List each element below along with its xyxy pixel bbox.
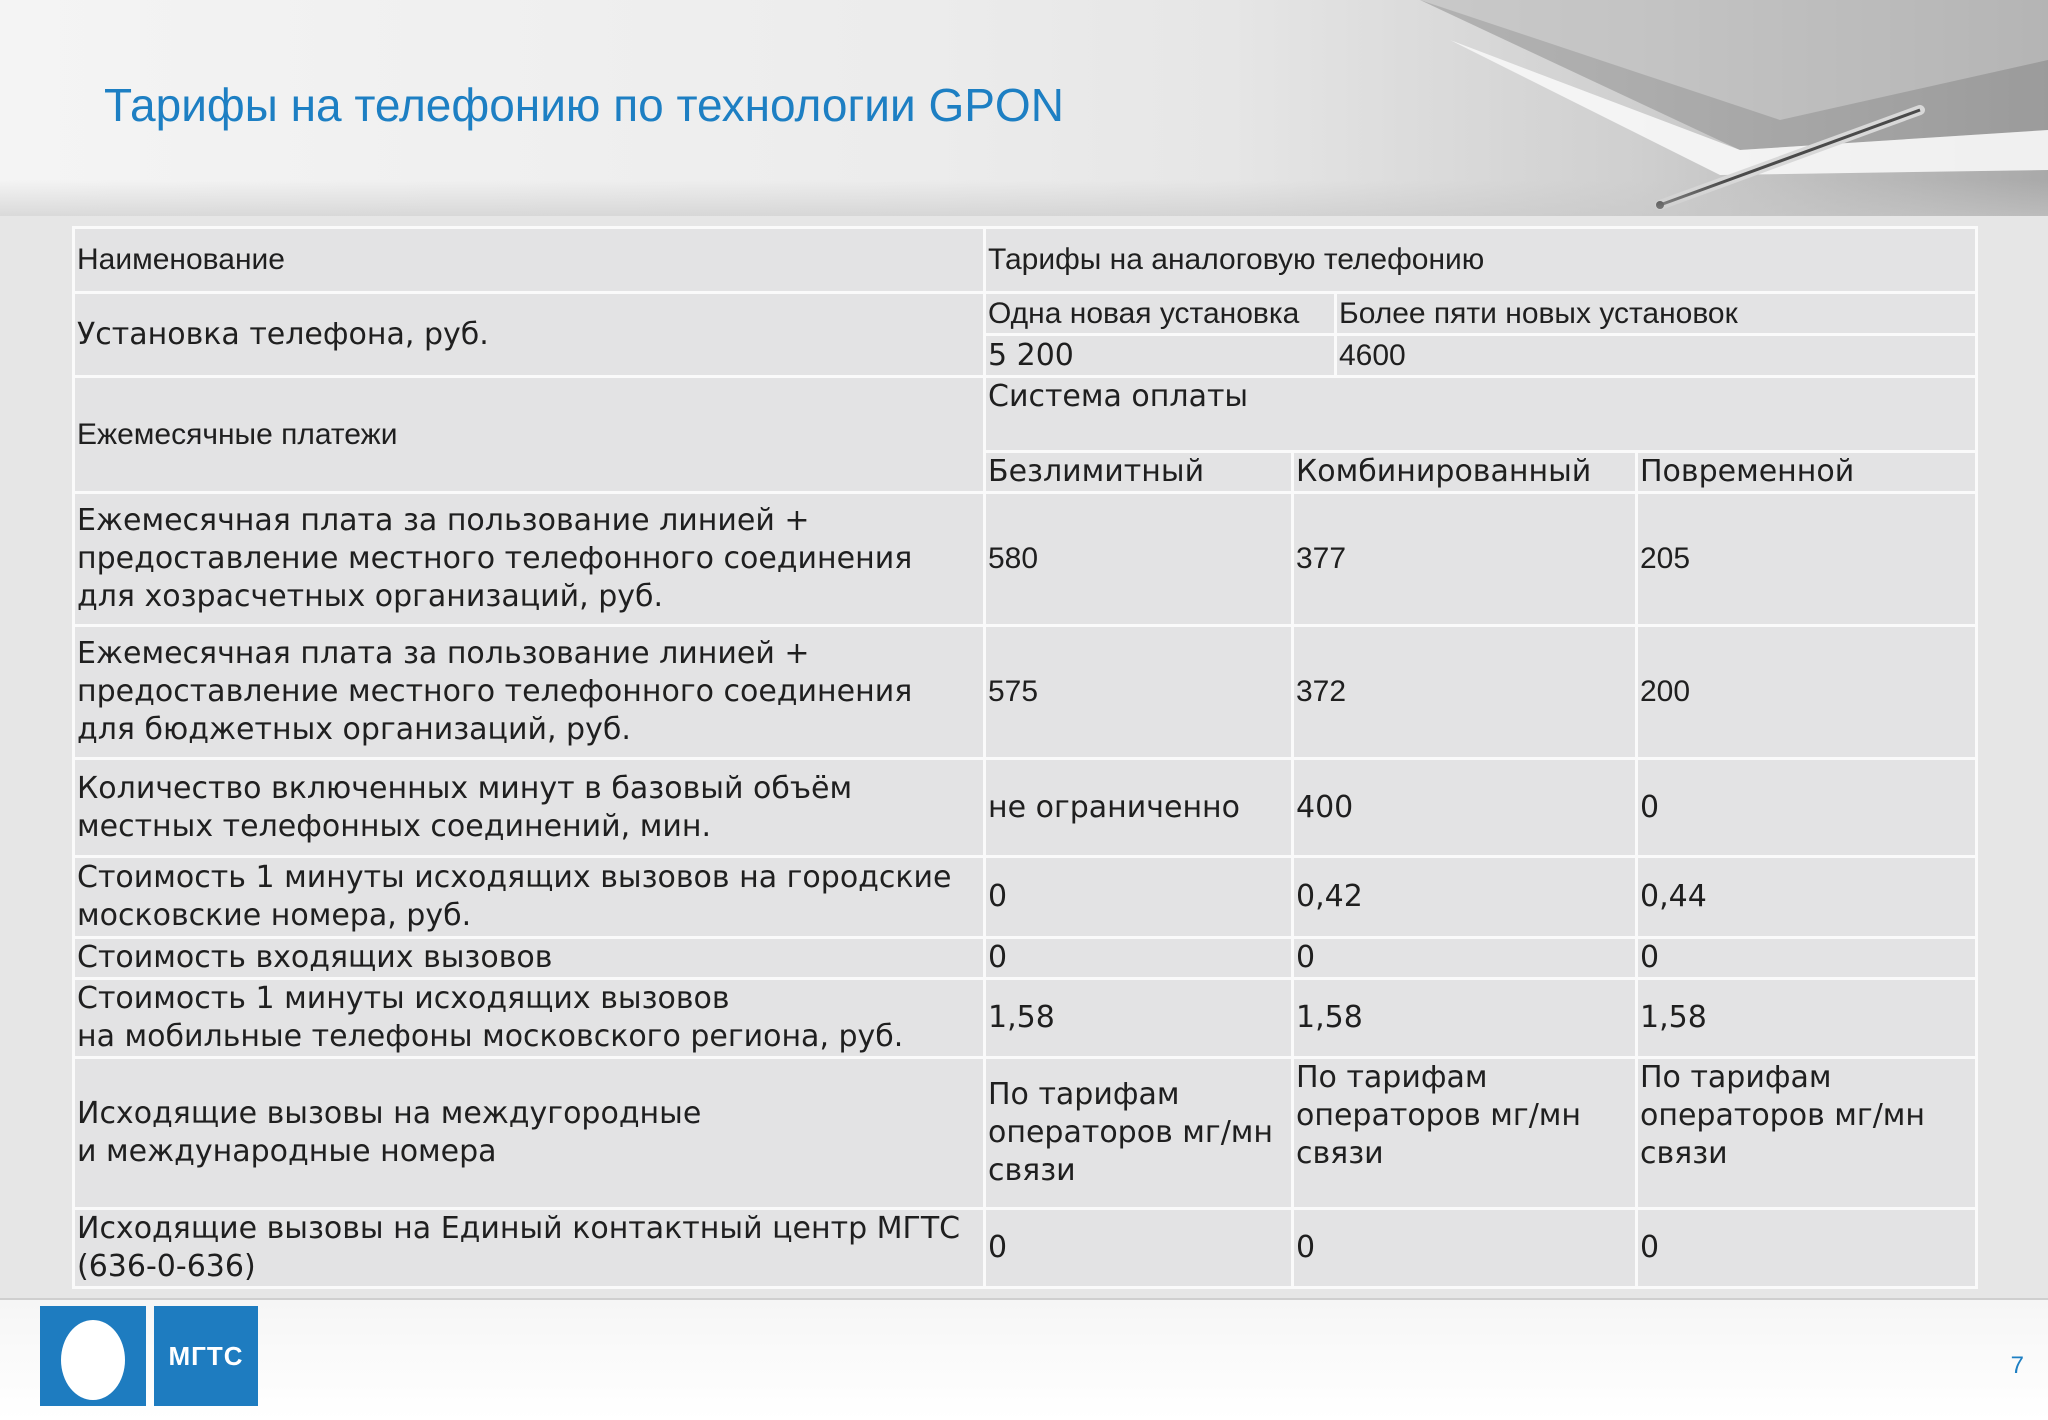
value-cell [986, 1059, 1291, 1207]
table-row [75, 378, 1975, 450]
row-name-line: московские номера, руб. [77, 898, 472, 933]
value-line: связи [1640, 1136, 1728, 1171]
value-cell: 0 [986, 858, 1291, 936]
logo-egg-icon [40, 1306, 146, 1406]
row-name-line: Стоимость 1 минуты исходящих вызовов на городские [77, 860, 952, 895]
value-cell: 1,58 [986, 980, 1291, 1056]
table-row [75, 858, 1975, 936]
tariff-table [72, 226, 1978, 1289]
value-cell: не ограниченно [986, 760, 1291, 855]
row-name-cell [75, 858, 983, 936]
plan-unlimited-cell: Безлимитный [986, 453, 1291, 491]
value-cell: 372 [1294, 627, 1635, 757]
value-cell: 580 [986, 494, 1291, 624]
row-name-cell [75, 494, 983, 624]
value-line: операторов мг/мн [1640, 1098, 1926, 1133]
row-name-line: Стоимость 1 минуты исходящих вызовов [77, 981, 730, 1016]
row-name-line: предоставление местного телефонного соединения [77, 541, 913, 576]
value-cell: 400 [1294, 760, 1635, 855]
value-cell: 377 [1294, 494, 1635, 624]
page-number: 7 [2010, 1352, 2024, 1379]
table-row [75, 939, 1975, 977]
row-name-line: местных телефонных соединений, мин. [77, 808, 711, 844]
value-cell: 200 [1638, 627, 1975, 757]
value-cell: 0 [1294, 1210, 1635, 1286]
row-name-line: предоставление местного телефонного соединения [77, 674, 913, 709]
slide-header [0, 0, 2048, 216]
slide-footer [0, 1298, 2048, 1420]
value-line: связи [988, 1153, 1076, 1188]
row-name-line: Ежемесячная плата за пользование линией + [77, 503, 810, 538]
value-cell: 1,58 [1294, 980, 1635, 1056]
value-cell: 0 [1294, 939, 1635, 977]
row-name-cell [75, 760, 983, 855]
value-cell: 205 [1638, 494, 1975, 624]
value-cell: 0 [1638, 760, 1975, 855]
value-line: связи [1296, 1136, 1384, 1171]
value-cell: 0 [986, 939, 1291, 977]
value-cell: 0 [1638, 939, 1975, 977]
row-name-line: Стоимость входящих вызовов [77, 940, 553, 975]
row-name-line: на мобильные телефоны московского региона, руб. [77, 1019, 904, 1054]
table-row [75, 627, 1975, 757]
row-name-line: Количество включенных минут в базовый объём [77, 770, 853, 806]
row-name-cell [75, 939, 983, 977]
table-row [75, 294, 1975, 333]
row-name-line: Исходящие вызовы на Единый контактный центр МГТС [77, 1211, 961, 1246]
row-name-line: Ежемесячная плата за пользование линией + [77, 636, 810, 671]
value-line: По тарифам [988, 1077, 1180, 1112]
value-cell: 0 [1638, 1210, 1975, 1286]
row-name-cell [75, 1059, 983, 1207]
header-tariffs-cell: Тарифы на аналоговую телефонию [986, 229, 1975, 291]
install-five-value-cell: 4600 [1337, 336, 1975, 375]
logo: МГТС [154, 1306, 258, 1406]
plan-time-based-cell: Повременной [1638, 453, 1975, 491]
table-header-row [75, 229, 1975, 291]
install-five-label-cell: Более пяти новых установок [1337, 294, 1975, 333]
table-row [75, 1059, 1975, 1207]
value-cell [1294, 1059, 1635, 1207]
value-line: По тарифам [1640, 1060, 1832, 1095]
value-cell: 1,58 [1638, 980, 1975, 1056]
row-name-line: и международные номера [77, 1134, 497, 1169]
payment-system-cell: Система оплаты [986, 378, 1975, 450]
egg-icon [40, 1306, 146, 1406]
value-cell: 0 [986, 1210, 1291, 1286]
row-name-cell [75, 1210, 983, 1286]
plan-combined-cell: Комбинированный [1294, 453, 1635, 491]
header-shadow [0, 180, 2048, 216]
value-cell: 575 [986, 627, 1291, 757]
install-label-cell: Установка телефона, руб. [75, 294, 983, 375]
table-row [75, 760, 1975, 855]
value-cell: 0,44 [1638, 858, 1975, 936]
row-name-line: для бюджетных организаций, руб. [77, 712, 631, 747]
row-name-line: (636-0-636) [77, 1249, 256, 1284]
page-title: Тарифы на телефонию по технологии GPON [104, 79, 1064, 131]
value-line: По тарифам [1296, 1060, 1488, 1095]
row-name-cell [75, 627, 983, 757]
value-line: операторов мг/мн [988, 1115, 1274, 1150]
install-one-value-cell: 5 200 [986, 336, 1334, 375]
install-one-label-cell: Одна новая установка [986, 294, 1334, 333]
value-cell: 0,42 [1294, 858, 1635, 936]
monthly-label-cell: Ежемесячные платежи [75, 378, 983, 491]
row-name-line: Исходящие вызовы на междугородные [77, 1096, 702, 1131]
table-row [75, 494, 1975, 624]
table-row [75, 1210, 1975, 1286]
value-line: операторов мг/мн [1296, 1098, 1582, 1133]
table-row [75, 980, 1975, 1056]
row-name-line: для хозрасчетных организаций, руб. [77, 579, 664, 614]
value-cell [1638, 1059, 1975, 1207]
header-name-cell: Наименование [75, 229, 983, 291]
row-name-cell [75, 980, 983, 1056]
